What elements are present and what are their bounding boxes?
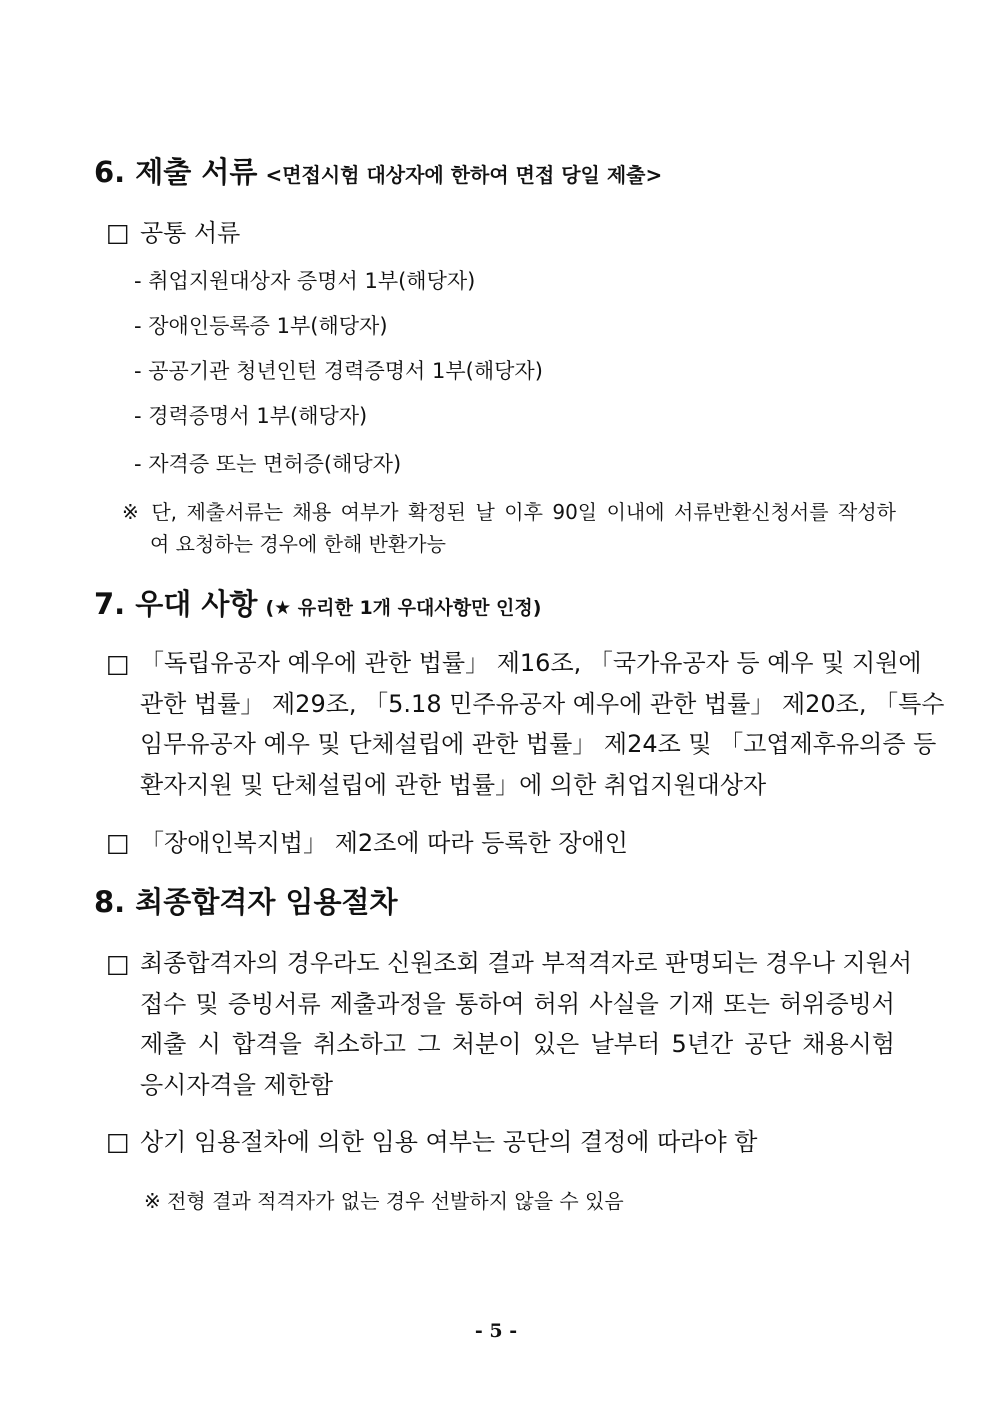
section-8-title: 8. 최종합격자 임용절차 <box>94 885 398 919</box>
paragraph-line: 최종합격자의 경우라도 신원조회 결과 부적격자로 판명되는 경우나 지원서 <box>140 949 913 977</box>
return-note-line: 여 요청하는 경우에 한해 반환가능 <box>150 532 446 556</box>
checkbox-icon: □ <box>106 218 130 247</box>
section-7-title: 7. 우대 사항 <box>94 587 258 621</box>
section-7-heading <box>94 586 541 626</box>
page-number: - 5 - <box>474 1320 518 1342</box>
section-7-subtitle: (★ 유리한 1개 우대사항만 인정) <box>265 597 542 619</box>
no-qualified-note: ※ 전형 결과 적격자가 없는 경우 선발하지 않을 수 있음 <box>144 1189 624 1213</box>
return-note-line: ※ 단, 제출서류는 채용 여부가 확정된 날 이후 90일 이내에 서류반환신청서를 작성하 <box>122 500 896 524</box>
paragraph-line: 환자지원 및 단체설립에 관한 법률」에 의한 취업지원대상자 <box>140 770 767 799</box>
paragraph-line: 임무유공자 예우 및 단체설립에 관한 법률」 제24조 및 「고엽제후유의증 등 <box>140 730 937 758</box>
return-note <box>122 496 896 560</box>
list-item: - 장애인등록증 1부(해당자) <box>134 314 388 338</box>
paragraph-line: 응시자격을 제한함 <box>140 1070 334 1099</box>
paragraph-line: 관한 법률」 제29조, 「5.18 민주유공자 예우에 관한 법률」 제20조, 「특수 <box>140 689 945 718</box>
checkbox-icon: □ <box>106 1127 130 1156</box>
section-6-heading <box>94 154 662 193</box>
paragraph-line: 접수 및 증빙서류 제출과정을 통하여 허위 사실을 기재 또는 허위증빙서 <box>140 989 895 1018</box>
section-6-subtitle: <면접시험 대상자에 한하여 면접 당일 제출> <box>265 163 663 187</box>
section-6-title: 6. 제출 서류 <box>94 155 258 189</box>
section-8-heading <box>94 884 398 920</box>
list-item: - 자격증 또는 면허증(해당자) <box>134 452 402 476</box>
checkbox-icon: □ <box>106 828 130 857</box>
checkbox-icon: □ <box>106 649 130 678</box>
list-item: - 공공기관 청년인턴 경력증명서 1부(해당자) <box>134 359 543 383</box>
disability-preference-item: 「장애인복지법」 제2조에 따라 등록한 장애인 <box>140 829 628 857</box>
checkbox-icon: □ <box>106 949 130 978</box>
list-item: - 취업지원대상자 증명서 1부(해당자) <box>134 269 476 293</box>
veterans-preference-item <box>140 643 945 805</box>
appointment-decision-item: 상기 임용절차에 의한 임용 여부는 공단의 결정에 따라야 함 <box>140 1128 758 1156</box>
disqualification-item <box>140 943 913 1105</box>
list-item: - 경력증명서 1부(해당자) <box>134 404 368 428</box>
paragraph-line: 제출 시 합격을 취소하고 그 처분이 있은 날부터 5년간 공단 채용시험 <box>140 1030 895 1058</box>
paragraph-line: 「독립유공자 예우에 관한 법률」 제16조, 「국가유공자 등 예우 및 지원에 <box>140 649 922 677</box>
common-documents-label: 공통 서류 <box>140 219 241 247</box>
